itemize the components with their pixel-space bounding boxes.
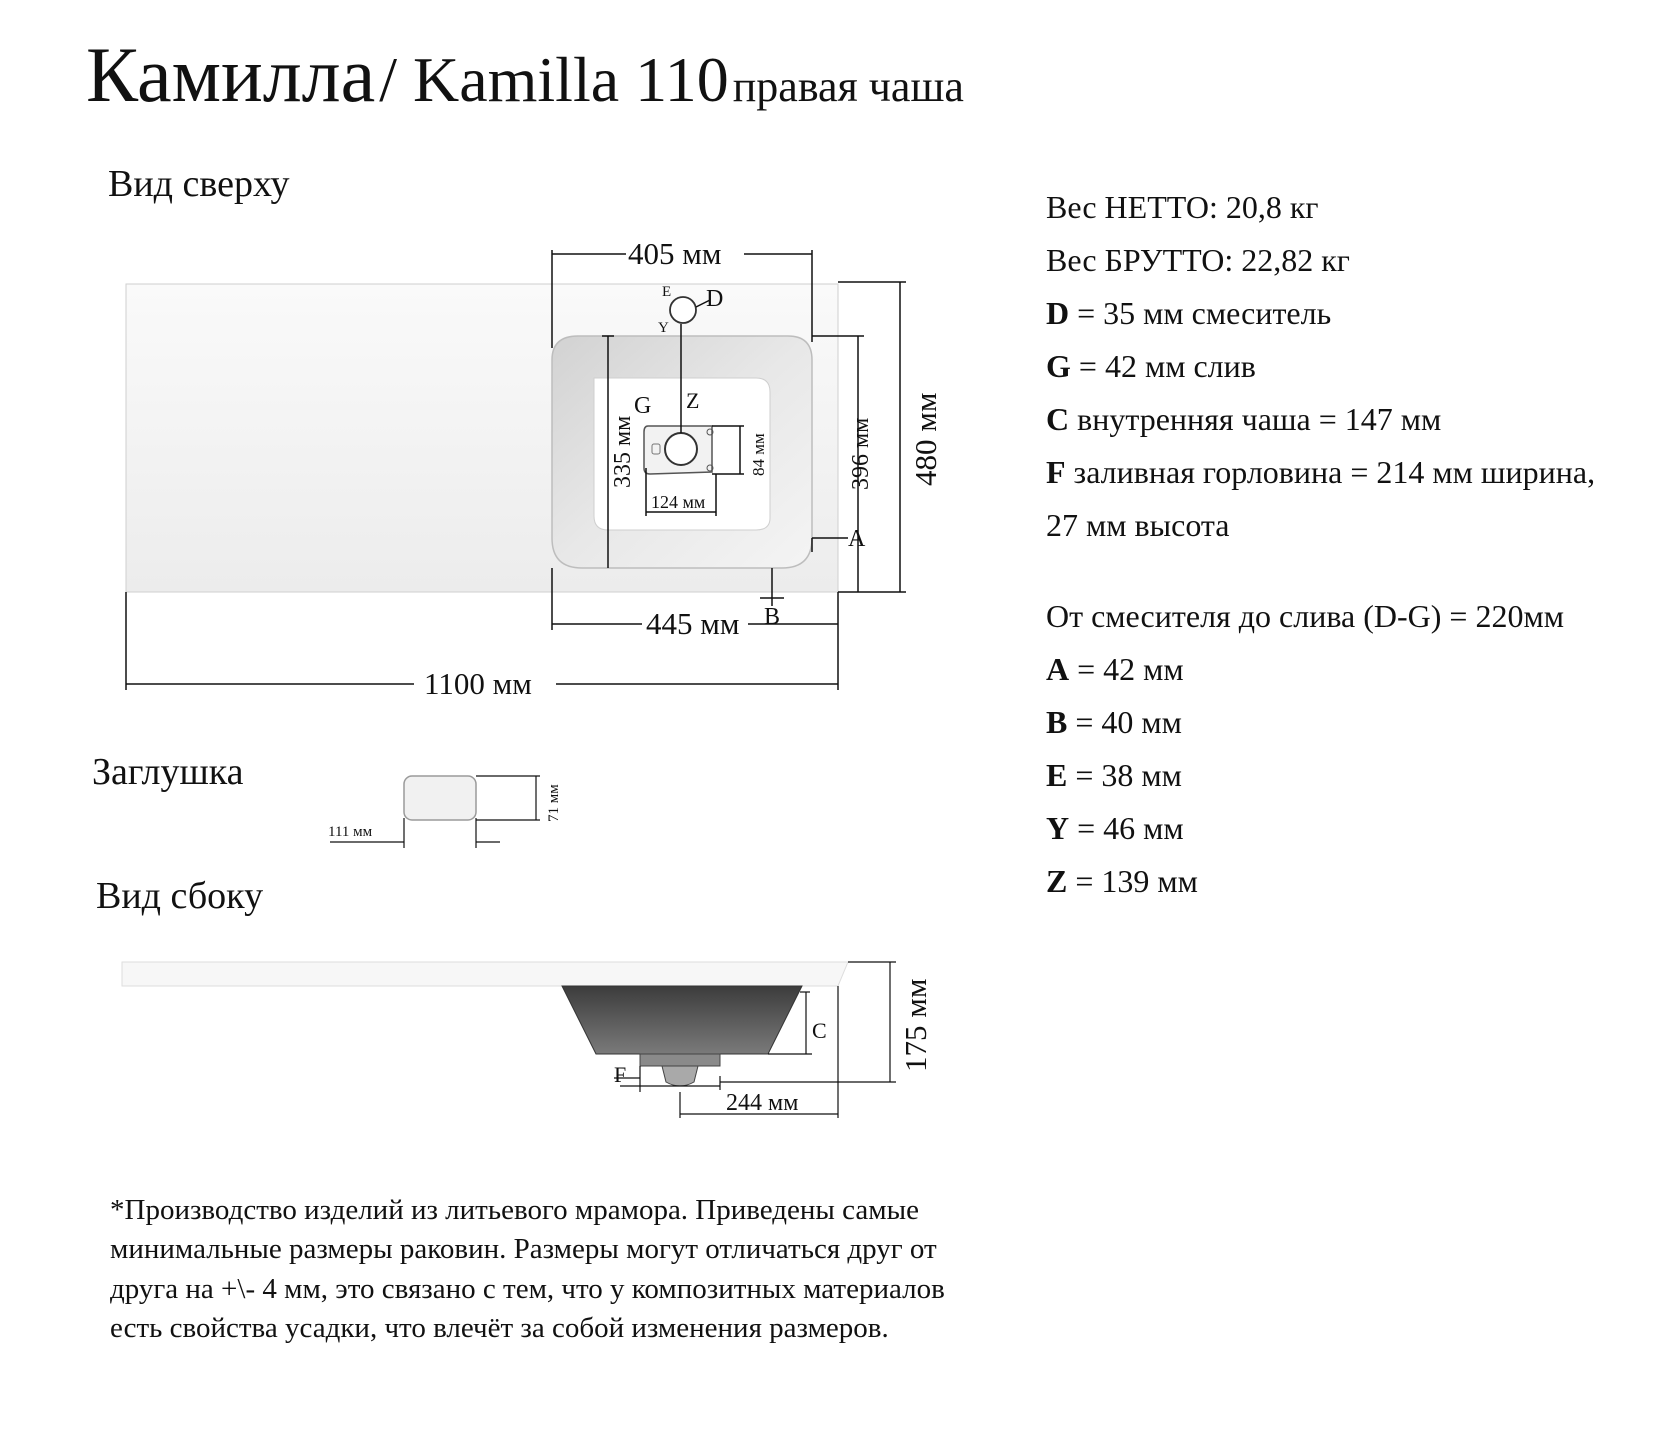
plug-shape [404,776,476,820]
title-name-en: / Kamilla 110 [379,44,729,115]
section-top-view-label: Вид сверху [108,163,290,205]
side-countertop [122,962,848,986]
side-dim-height: 175 мм [898,978,933,1072]
spec-row: Y = 46 мм [1046,810,1184,847]
dim-total-depth: 480 мм [908,392,943,486]
spec-row: Вес БРУТТО: 22,82 кг [1046,242,1350,279]
spec-row: B = 40 мм [1046,704,1182,741]
spec-row: Z = 139 мм [1046,863,1198,900]
plug-dim-height: 71 мм [546,784,562,822]
spec-row: Вес НЕТТО: 20,8 кг [1046,189,1319,225]
side-drain-neck [662,1066,698,1086]
specs-list [1046,188,1666,915]
side-view-drawing [122,962,933,1118]
spec-row: F заливная горловина = 214 мм ширина, [1046,454,1596,491]
dim-drain-width: 124 мм [651,492,706,512]
label-A: A [848,526,866,552]
side-bowl [562,986,802,1054]
dim-bowl-top-width: 405 мм [628,236,722,271]
spec-row: E = 38 мм [1046,757,1182,794]
dim-bowl-outer-depth: 396 мм [848,417,874,490]
title-name-ru: Камилла [86,31,376,118]
title-variant: правая чаша [732,62,964,111]
section-side-view-label: Вид сбоку [96,875,264,917]
dim-total-width: 1100 мм [424,666,532,701]
label-E: E [662,284,672,300]
spec-row: D = 35 мм смеситель [1046,295,1332,332]
section-plug-label: Заглушка [92,751,244,793]
top-view-drawing [126,236,943,701]
spec-row: От смесителя до слива (D-G) = 220мм [1046,598,1564,635]
label-G: G [634,393,652,419]
side-dim-drain-offset: 244 мм [726,1090,799,1116]
label-C: C [812,1018,827,1043]
plug-drawing [328,776,562,848]
label-F: F [614,1062,627,1087]
spec-row: G = 42 мм слив [1046,348,1256,385]
spec-row: A = 42 мм [1046,651,1184,688]
label-Y: Y [658,320,669,336]
spec-row: 27 мм высота [1046,507,1230,544]
drain-circle [665,433,697,465]
dim-bowl-inner-depth: 335 мм [610,415,636,488]
faucet-hole [670,297,696,323]
label-B: B [764,604,781,630]
dim-bowl-bottom-width: 445 мм [646,606,740,641]
footnote: *Производство изделий из литьевого мрамора. Приведены самые минимальные размеры раковин. Размеры могут отличаться друг от друга на +\- 4 мм, это связано с тем, что у композитных материалов есть свойства усадки, что влечёт за собой изменения размеров. [110,1194,945,1345]
label-Z: Z [686,388,700,413]
spec-row: C внутренняя чаша = 147 мм [1046,401,1442,438]
dim-drain-height: 84 мм [749,433,768,476]
side-drain-flange [640,1054,720,1066]
plug-dim-width: 111 мм [328,824,373,840]
label-D: D [706,286,724,312]
